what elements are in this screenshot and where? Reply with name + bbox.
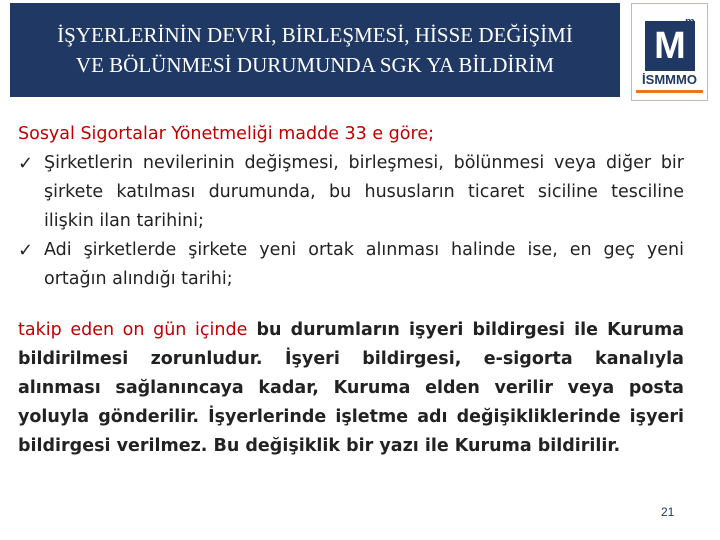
slide-body <box>18 120 684 461</box>
ismmmo-logo <box>631 3 708 101</box>
logo-accent-bar <box>636 90 703 93</box>
body-paragraph <box>18 316 684 461</box>
logo-mark: M <box>645 21 695 71</box>
bullet-list <box>18 149 684 294</box>
logo-text: İSMMMO <box>642 72 697 87</box>
logo-superscript: m <box>685 16 695 28</box>
bullet-text: Şirketlerin nevilerinin değişmesi, birleşmesi, bölünmesi veya diğer bir şirkete katılması durumunda, bu hususların ticaret siciline tesciline ilişkin ilan tarihini; <box>44 153 684 231</box>
list-item <box>18 149 684 236</box>
list-item <box>18 236 684 294</box>
slide-title <box>10 3 620 97</box>
title-line-2: VE BÖLÜNMESİ DURUMUNDA SGK YA BİLDİRİM <box>75 53 555 77</box>
section-heading: Sosyal Sigortalar Yönetmeliği madde 33 e göre; <box>18 124 434 144</box>
page-number: 21 <box>661 505 675 519</box>
highlighted-phrase: takip eden on gün içinde <box>18 320 248 340</box>
checkmark-icon: ✓ <box>18 153 34 174</box>
paragraph-text: bu durumların işyeri bildirgesi ile Kuruma bildirilmesi zorunludur. İşyeri bildirgesi, e-sigorta kanalıyla alınması sağlanıncaya kadar, Kuruma elden verilir veya posta yoluyla gönderilir. İşyerlerinde işletme adı değişikliklerinde işyeri bildirgesi verilmez. Bu değişiklik bir yazı ile Kuruma bildirilir. <box>18 320 685 456</box>
title-line-1: İŞYERLERİNİN DEVRİ, BİRLEŞMESİ, HİSSE DEĞİŞİMİ <box>57 23 573 47</box>
bullet-text: Adi şirketlerde şirkete yeni ortak alınması halinde ise, en geç yeni ortağın alındığı tarihi; <box>44 240 684 289</box>
checkmark-icon: ✓ <box>18 240 34 261</box>
